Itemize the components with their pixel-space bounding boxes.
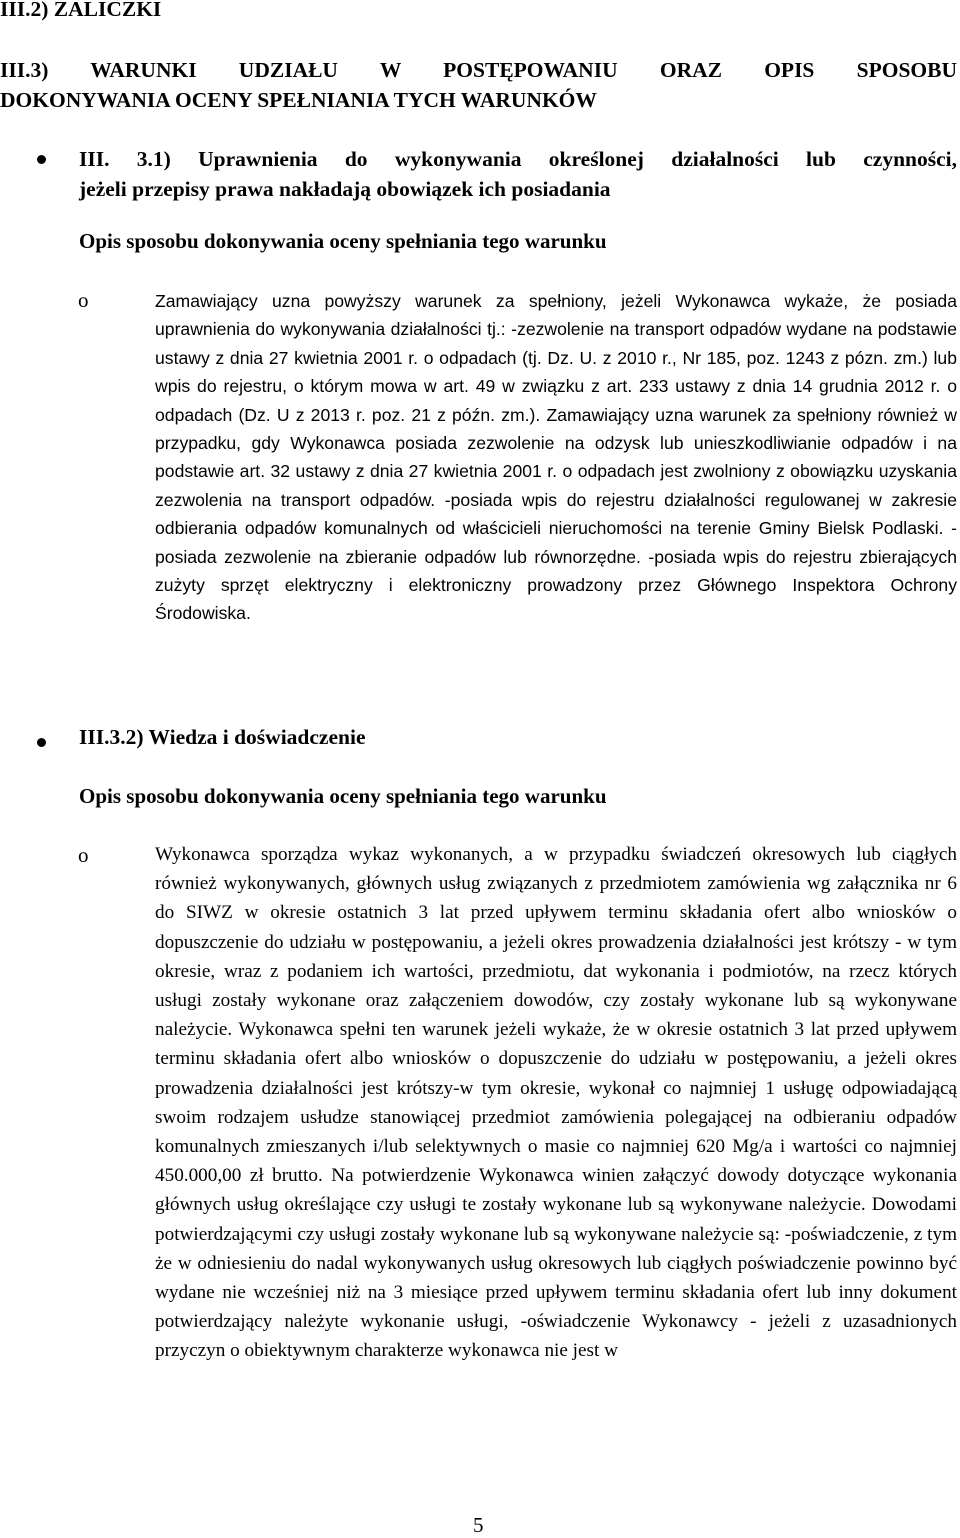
page-number: 5 — [473, 1513, 484, 1537]
item-1-paragraph: Zamawiający uzna powyższy warunek za spełniony, jeżeli Wykonawca wykaże, że posiada uprawnienia do wykonywania działalności tj.: -zezwolenie na transport odpadów wydane na podstawie ustawy z dnia 27 kwietnia 2001 r. o odpadach (tj. Dz. U. z 2010 r., Nr 185, poz. 1243 z pózn. zm.) lub wpis do rejestru, o którym mowa w art. 49 w związku z art. 233 ustawy z dnia 14 grudnia 2012 r. o odpadach (Dz. U z 2013 r. poz. 21 z późn. zm.). Zamawiający uzna warunek za spełniony również w przypadku, gdy Wykonawca posiada zezwolenie na odzysk lub unieszkodliwianie odpadów i na podstawie art. 32 ustawy z dnia 27 kwietnia 2001 r. o odpadach jest zwolniony z obowiązku uzyskania zezwolenia na transport odpadów. -posiada wpis do rejestru działalności regulowanej w zakresie odbierania odpadów komunalnych od właścicieli nieruchomości na terenie Gminy Bielsk Podlaski. -posiada zezwolenie na zbieranie odpadów lub równorzędne. -posiada wpis do rejestru zbierających zużyty sprzęt elektryczny i elektroniczny prowadzony przez Głównego Inspektora Ochrony Środowiska. — [155, 291, 957, 624]
bullet-item-1 — [37, 155, 46, 164]
item-2-list-marker: o — [78, 843, 89, 867]
section-heading-zaliczki: III.2) ZALICZKI — [0, 0, 162, 21]
item-1-heading — [79, 144, 957, 204]
item-1-subheading: Opis sposobu dokonywania oceny spełniania tego warunku — [79, 229, 607, 253]
bullet-item-2 — [37, 738, 46, 747]
item-2-subheading: Opis sposobu dokonywania oceny spełniania tego warunku — [79, 784, 607, 808]
item-2-heading: III.3.2) Wiedza i doświadczenie — [79, 725, 366, 749]
item-2-paragraph: Wykonawca sporządza wykaz wykonanych, a w przypadku świadczeń okresowych lub ciągłych również wykonywanych, głównych usług związanych z przedmiotem zamówienia wg załącznika nr 6 do SIWZ w okresie ostatnich 3 lat przed upływem terminu składania ofert albo wniosków o dopuszczenie do udziału w postępowaniu, a jeżeli okres prowadzenia działalności jest krótszy - w tym okresie, wraz z podaniem ich wartości, przedmiotu, dat wykonania i podmiotów, na rzecz których usługi zostały wykonane oraz załączeniem dowodów, czy zostały wykonane lub są wykonywane należycie. Wykonawca spełni ten warunek jeżeli wykaże, że w okresie ostatnich 3 lat przed upływem terminu składania ofert albo wniosków o dopuszczenie do udziału w postępowaniu, a jeżeli okres prowadzenia działalności jest krótszy-w tym okresie, wykonał co najmniej 1 usługę odpowiadającą swoim rodzajem usłudze stanowiącej przedmiot zamówienia polegającej na odbieraniu odpadów komunalnych zmieszanych i/lub selektywnych o masie co najmniej 620 Mg/a i wartości co najmniej 450.000,00 zł brutto. Na potwierdzenie Wykonawca winien załączyć dowody dotyczące wykonania głównych usług określające czy usługi te zostały wykonane lub są wykonywane należycie. Dowodami potwierdzającymi czy usługi zostały wykonane lub są wykonywane należycie są: -poświadczenie, z tym że w odniesieniu do nadal wykonywanych usług okresowych lub ciągłych poświadczenie powinno być wydane nie wcześniej niż na 3 miesiące przed upływem terminu składania ofert lub inny dokument potwierdzający należyte wykonanie usługi, -oświadczenie Wykonawcy - jeżeli z uzasadnionych przyczyn o obiektywnym charakterze wykonawca nie jest w — [155, 844, 957, 1362]
section-heading-warunki — [0, 55, 957, 115]
section-heading-line-2: DOKONYWANIA OCENY SPEŁNIANIA TYCH WARUNKÓW — [0, 88, 597, 112]
item-1-list-marker: o — [78, 288, 89, 312]
item-1-heading-line-1: III. 3.1) Uprawnienia do wykonywania określonej działalności lub czynności, — [79, 147, 957, 171]
section-heading-line-1: III.3) WARUNKI UDZIAŁU W POSTĘPOWANIU ORAZ OPIS SPOSOBU — [0, 58, 957, 82]
item-1-heading-line-2: jeżeli przepisy prawa nakładają obowiązek ich posiadania — [79, 177, 611, 201]
